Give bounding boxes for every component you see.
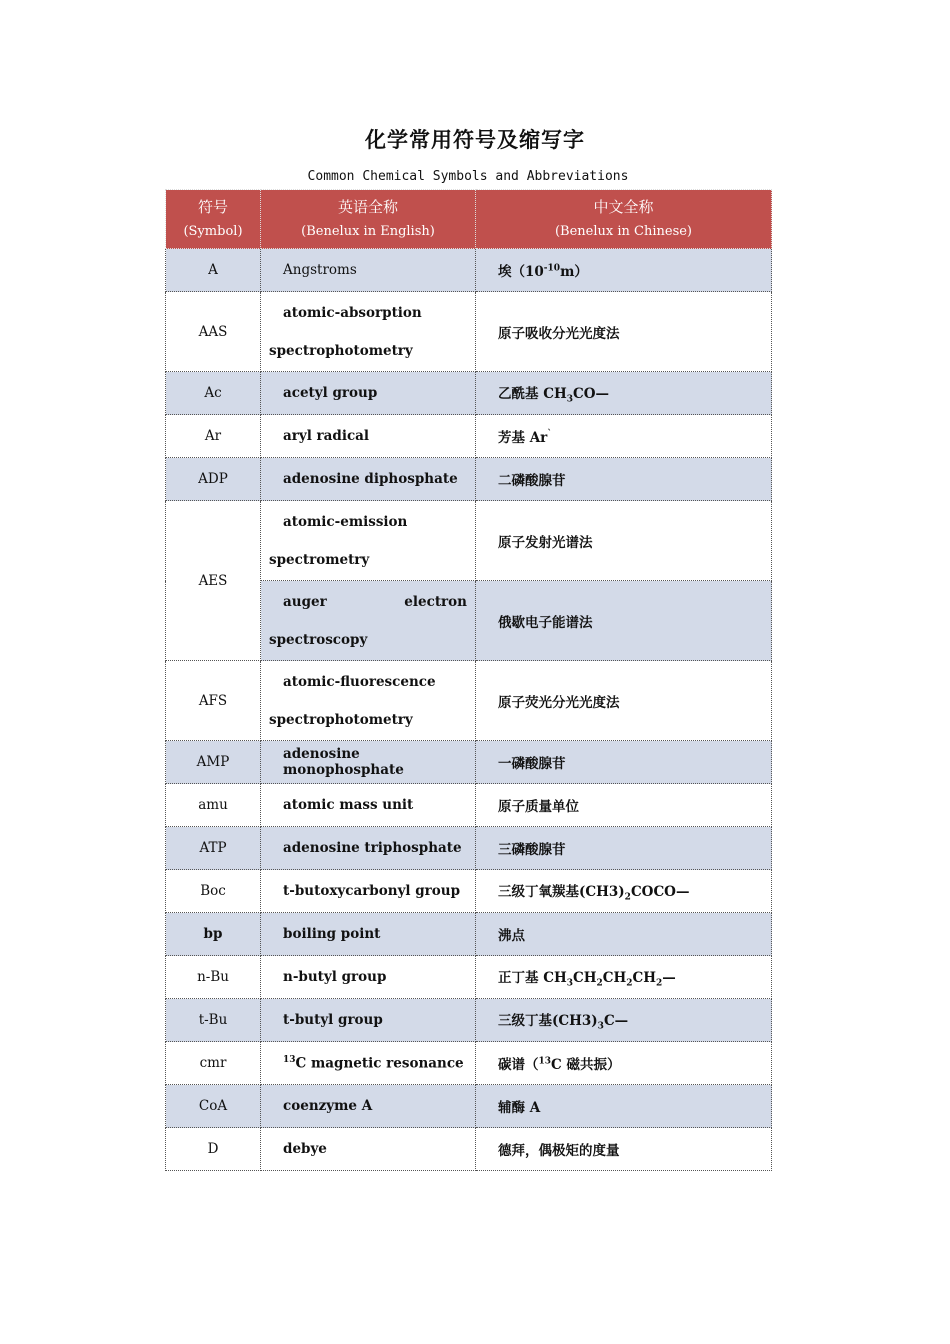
symbol-cell: Ar (166, 415, 261, 458)
chinese-cell: 一磷酸腺苷 (476, 741, 772, 784)
table-row (166, 784, 772, 827)
chinese-cell: 三级丁氧羰基$(CH3)_2COCO—$ (476, 870, 772, 913)
table-row (166, 999, 772, 1042)
page-subtitle: Common Chemical Symbols and Abbreviations (307, 169, 629, 184)
symbol-cell: AMP (166, 741, 261, 784)
chinese-cell: 原子质量单位 (476, 784, 772, 827)
chinese-cell: 埃$(10^{-10}m)$ (476, 249, 772, 292)
table-row (166, 372, 772, 415)
english-cell: atomic-emission spectrometry (261, 501, 476, 581)
english-cell: atomic mass unit (261, 784, 476, 827)
symbol-cell: ATP (166, 827, 261, 870)
table-row (166, 1042, 772, 1085)
header-english: 英语全称 (Benelux in English) (261, 190, 476, 249)
symbol-cell: CoA (166, 1085, 261, 1128)
table-row (166, 292, 772, 372)
symbol-cell: n-Bu (166, 956, 261, 999)
english-cell: t-butyl group (261, 999, 476, 1042)
english-cell: coenzyme A (261, 1085, 476, 1128)
chinese-cell: 芳基 Ar` (476, 415, 772, 458)
table-header-row (166, 190, 772, 249)
symbol-cell: cmr (166, 1042, 261, 1085)
chinese-cell: 原子发射光谱法 (476, 501, 772, 581)
english-cell: n-butyl group (261, 956, 476, 999)
header-symbol: 符号 (Symbol) (166, 190, 261, 249)
abbreviation-table (165, 189, 772, 1171)
symbol-cell: Ac (166, 372, 261, 415)
chinese-cell: 原子荧光分光光度法 (476, 661, 772, 741)
chinese-cell: 沸点 (476, 913, 772, 956)
english-cell: debye (261, 1128, 476, 1171)
english-cell: acetyl group (261, 372, 476, 415)
english-cell: t-butoxycarbonyl group (261, 870, 476, 913)
chinese-cell: 三级丁基$(CH3)_3C—$ (476, 999, 772, 1042)
header-chinese: 中文全称 (Benelux in Chinese) (476, 190, 772, 249)
table-row (166, 741, 772, 784)
english-cell: aryl radical (261, 415, 476, 458)
symbol-cell: D (166, 1128, 261, 1171)
table-row (166, 458, 772, 501)
chinese-cell: 乙酰基 $CH_3CO—$ (476, 372, 772, 415)
symbol-cell: bp (166, 913, 261, 956)
english-cell: atomic-absorption spectrophotometry (261, 292, 476, 372)
symbol-cell: A (166, 249, 261, 292)
english-cell: Angstroms (261, 249, 476, 292)
table-row (166, 1128, 772, 1171)
table-row (166, 661, 772, 741)
symbol-cell: Boc (166, 870, 261, 913)
chinese-cell: 二磷酸腺苷 (476, 458, 772, 501)
chinese-cell: 原子吸收分光光度法 (476, 292, 772, 372)
english-cell: $^{13}$C magnetic resonance (261, 1042, 476, 1085)
page-title: 化学常用符号及缩写字 (365, 127, 585, 152)
table-row (166, 956, 772, 999)
chinese-cell: 辅酶 A (476, 1085, 772, 1128)
english-cell: atomic-fluorescence spectrophotometry (261, 661, 476, 741)
table-row (166, 1085, 772, 1128)
english-cell: adenosine monophosphate (261, 741, 476, 784)
english-cell: adenosine diphosphate (261, 458, 476, 501)
table-row (166, 913, 772, 956)
symbol-cell: ADP (166, 458, 261, 501)
english-cell: auger electron spectroscopy (261, 581, 476, 661)
english-cell: adenosine triphosphate (261, 827, 476, 870)
chinese-cell: 俄歇电子能谱法 (476, 581, 772, 661)
english-cell: boiling point (261, 913, 476, 956)
symbol-cell: AFS (166, 661, 261, 741)
chinese-cell: 德拜，偶极矩的度量 (476, 1128, 772, 1171)
table-row (166, 827, 772, 870)
table-row (166, 415, 772, 458)
symbol-cell: amu (166, 784, 261, 827)
chinese-cell: 碳谱（$^{13}$C 磁共振） (476, 1042, 772, 1085)
table-row (166, 870, 772, 913)
table-row (166, 501, 772, 581)
symbol-cell: t-Bu (166, 999, 261, 1042)
table-row (166, 249, 772, 292)
symbol-cell: AES (166, 501, 261, 661)
chinese-cell: 正丁基 $CH_3CH_2CH_2CH_2—$ (476, 956, 772, 999)
symbol-cell: AAS (166, 292, 261, 372)
chinese-cell: 三磷酸腺苷 (476, 827, 772, 870)
